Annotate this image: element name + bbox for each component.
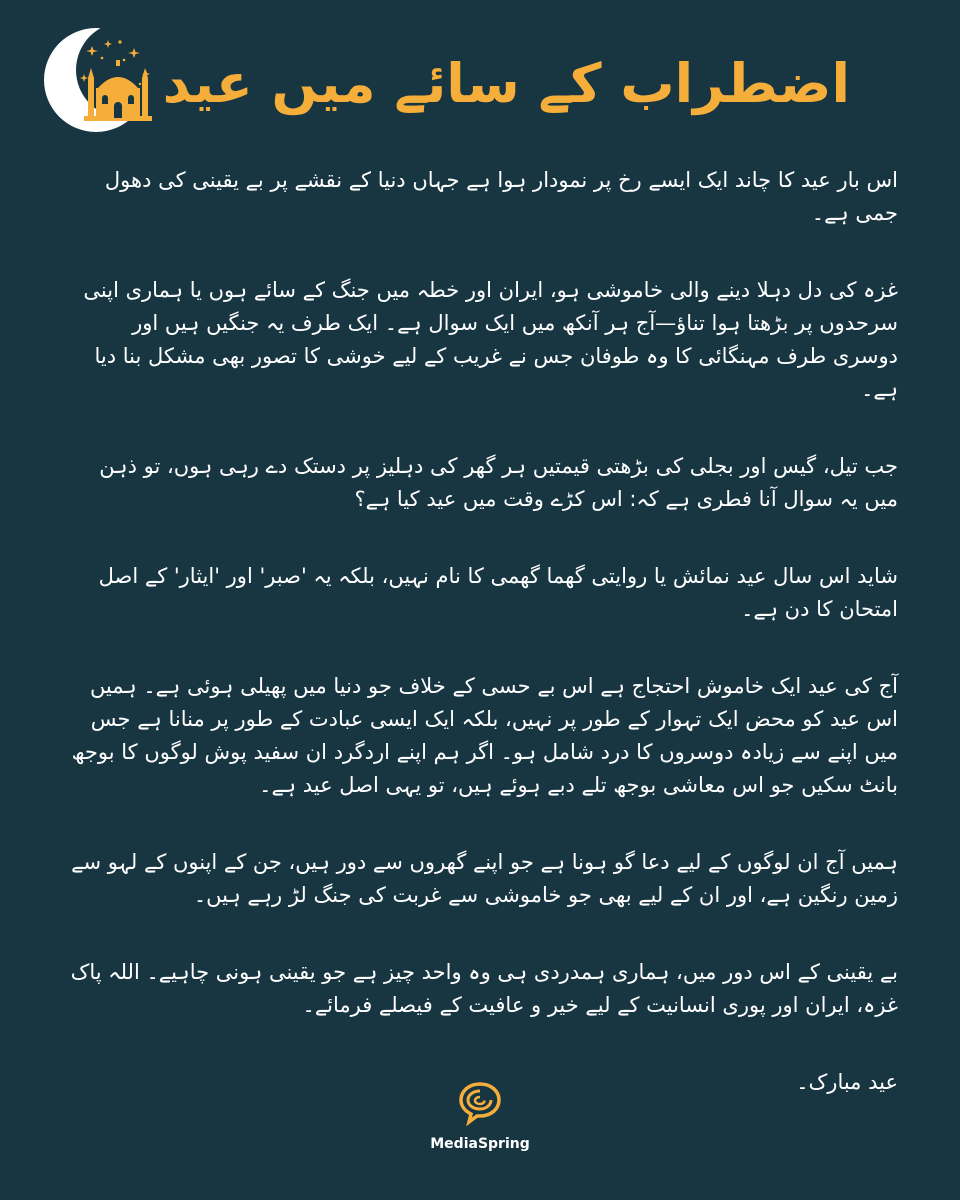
article-body xyxy=(62,164,898,1143)
paragraph: شاید اس سال عید نمائش یا روایتی گھما گھمی کا نام نہیں، بلکہ یہ 'صبر' اور 'ایثار' کے اصل امتحان کا دن ہے۔ xyxy=(98,564,898,621)
paragraph: جب تیل، گیس اور بجلی کی بڑھتی قیمتیں ہر گھر کی دہلیز پر دستک دے رہی ہوں، تو ذہن میں یہ سوال آنا فطری ہے کہ: اس کڑے وقت میں عید کیا ہے؟ xyxy=(99,454,898,511)
closing-greeting: عید مبارک۔ xyxy=(796,1070,898,1094)
paragraph: ہمیں آج ان لوگوں کے لیے دعا گو ہونا ہے جو اپنے گھروں سے دور ہیں، جن کے اپنوں کے لہو سے زمین رنگین ہے، اور ان کے لیے بھی جو خاموشی سے غربت کی جنگ لڑ رہے ہیں۔ xyxy=(71,850,898,907)
brand-name: MediaSpring xyxy=(430,1136,530,1152)
paragraph: اس بار عید کا چاند ایک ایسے رخ پر نمودار ہوا ہے جہاں دنیا کے نقشے پر بے یقینی کی دھول جمی ہے۔ xyxy=(104,168,898,225)
paragraph: غزہ کی دل دہلا دینے والی خاموشی ہو، ایران اور خطہ میں جنگ کے سائے ہوں یا ہماری اپنی سرحدوں پر بڑھتا ہوا تناؤ—آج ہر آنکھ میں ایک سوال ہے۔ ایک طرف یہ جنگیں ہیں اور دوسری طرف مہنگائی کا وہ طوفان جس نے غریب کے لیے خوشی کا تصور بھی مشکل بنا دیا ہے۔ xyxy=(83,278,898,401)
paragraph: بے یقینی کے اس دور میں، ہماری ہمدردی ہی وہ واحد چیز ہے جو یقینی ہونی چاہیے۔ اللہ پاک غزہ، ایران اور پوری انسانیت کے لیے خیر و عافیت کے فیصلے فرمائے۔ xyxy=(70,960,898,1017)
paragraph: آج کی عید ایک خاموش احتجاج ہے اس بے حسی کے خلاف جو دنیا میں پھیلی ہوئی ہے۔ ہمیں اس عید کو محض ایک تہوار کے طور پر نہیں، بلکہ ایک ایسی عبادت کے طور پر منانا ہے جس میں اپنے سے زیادہ دوسروں کا درد شامل ہو۔ اگر ہم اپنے اردگرد ان سفید پوش لوگوں کا بوجھ بانٹ سکیں جو اس معاشی بوجھ تلے دبے ہوئے ہیں، تو یہی اصل عید ہے۔ xyxy=(71,674,898,797)
page-title: اضطراب کے سائے میں عید xyxy=(162,52,850,115)
mediaspring-logo-icon xyxy=(457,1080,503,1126)
crescent-mosque-icon xyxy=(36,18,176,138)
